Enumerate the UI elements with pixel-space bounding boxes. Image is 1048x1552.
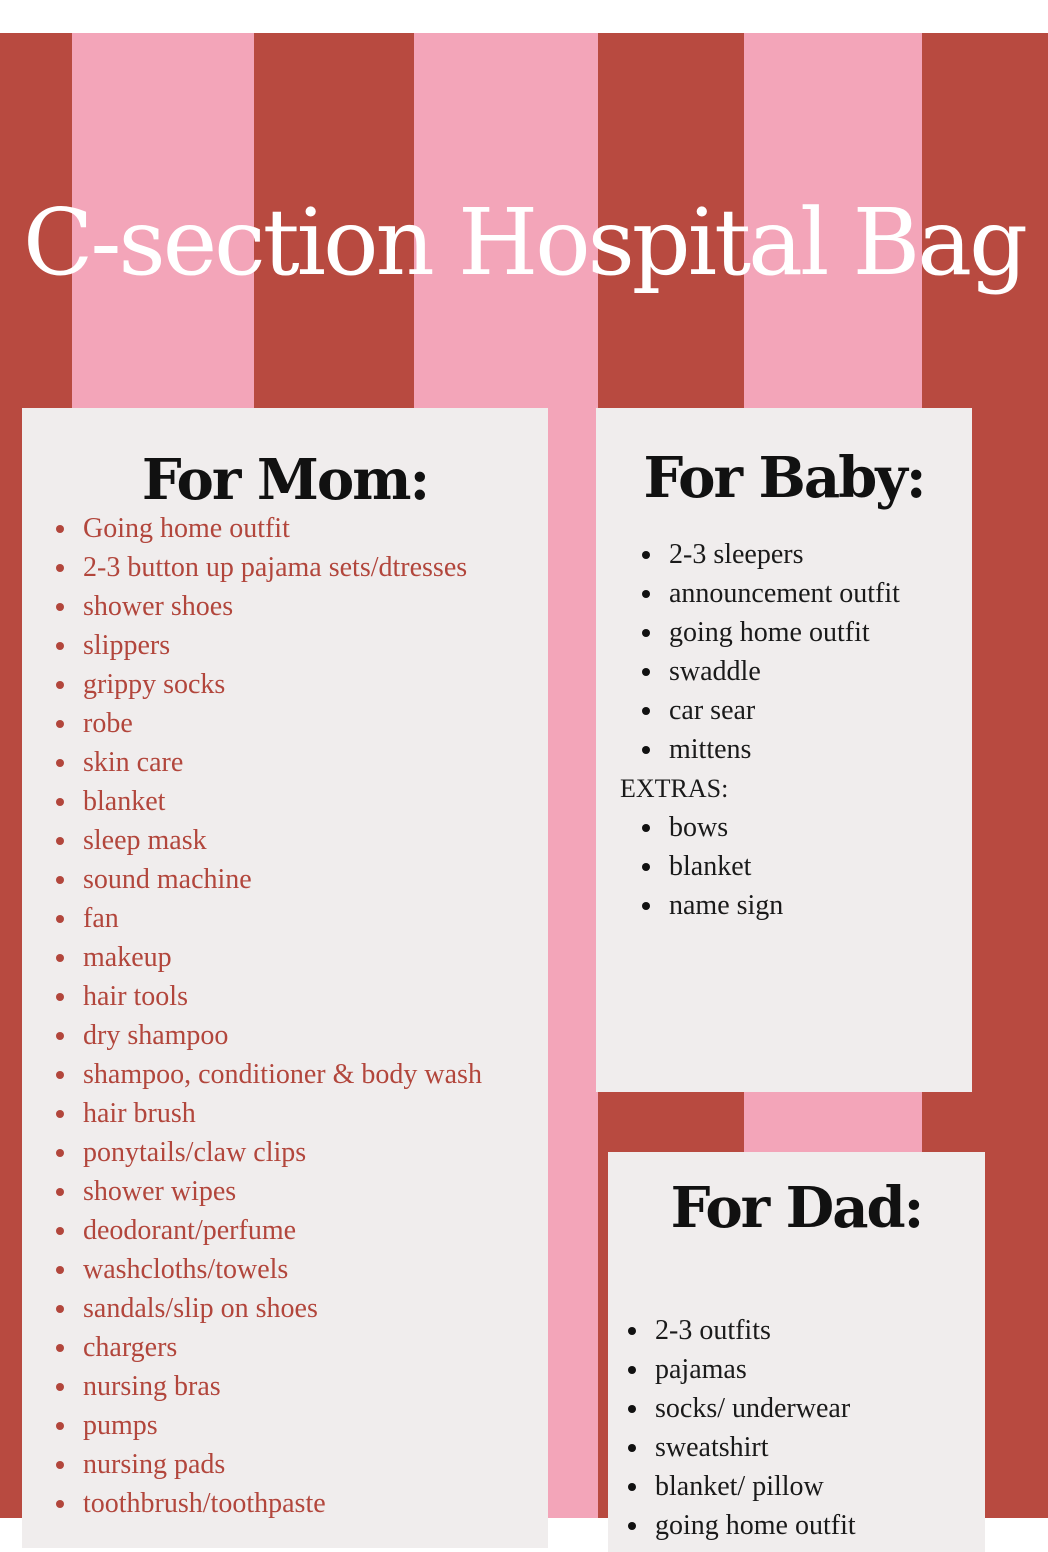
list-item-label: blanket	[83, 786, 166, 817]
list-item-label: shower shoes	[83, 591, 234, 622]
list-item-label: washcloths/towels	[83, 1254, 289, 1285]
bullet-icon	[56, 1227, 64, 1235]
list-item-label: shampoo, conditioner & body wash	[83, 1059, 482, 1090]
bullet-icon	[642, 629, 650, 637]
bullet-icon	[56, 1461, 64, 1469]
bullet-icon	[56, 564, 64, 572]
bullet-icon	[56, 525, 64, 533]
list-item-label: pajamas	[655, 1354, 747, 1385]
list-item-label: skin care	[83, 747, 184, 778]
list-item	[56, 1133, 536, 1172]
list-item	[628, 1311, 968, 1350]
list-item	[56, 1406, 536, 1445]
list-item	[642, 574, 982, 613]
list-item-label: dry shampoo	[83, 1020, 229, 1051]
list-item	[642, 535, 982, 574]
list-item	[56, 1172, 536, 1211]
list-item-label: nursing bras	[83, 1371, 221, 1402]
bullet-icon	[56, 681, 64, 689]
bullet-icon	[56, 759, 64, 767]
list-item-label: going home outfit	[655, 1510, 856, 1541]
list-item	[56, 1367, 536, 1406]
bullet-icon	[642, 824, 650, 832]
bullet-icon	[56, 954, 64, 962]
bullet-icon	[642, 551, 650, 559]
bullet-icon	[56, 720, 64, 728]
list-item-label: 2-3 outfits	[655, 1315, 771, 1346]
list-item	[56, 1250, 536, 1289]
list-item	[642, 691, 982, 730]
bullet-icon	[56, 642, 64, 650]
list-item-label: shower wipes	[83, 1176, 237, 1207]
list-item	[56, 977, 536, 1016]
list-item	[56, 1016, 536, 1055]
list-item-label: chargers	[83, 1332, 178, 1363]
list-item-label: blanket/ pillow	[655, 1471, 824, 1502]
list-item	[56, 548, 536, 587]
bullet-icon	[642, 668, 650, 676]
list-item-label: hair brush	[83, 1098, 196, 1129]
list-item-label: sandals/slip on shoes	[83, 1293, 318, 1324]
list-item-label: car sear	[669, 695, 756, 726]
bullet-icon	[628, 1522, 636, 1530]
list-item-label: 2-3 button up pajama sets/dtresses	[83, 552, 468, 583]
list-item	[642, 808, 982, 847]
list-item	[628, 1350, 968, 1389]
list-item	[642, 730, 982, 769]
list-item	[56, 1289, 536, 1328]
list-item-label: bows	[669, 812, 729, 843]
bullet-icon	[56, 603, 64, 611]
bullet-icon	[642, 746, 650, 754]
list-item-label: swaddle	[669, 656, 761, 687]
mom-item-list	[56, 509, 536, 1523]
list-item	[628, 1506, 968, 1545]
dad-checklist-card	[608, 1152, 985, 1552]
bullet-icon	[642, 590, 650, 598]
list-item-label: toothbrush/toothpaste	[83, 1488, 326, 1519]
list-item-label: nursing pads	[83, 1449, 226, 1480]
list-item-label: Going home outfit	[83, 513, 290, 544]
bullet-icon	[56, 1110, 64, 1118]
bullet-icon	[56, 1383, 64, 1391]
bullet-icon	[56, 1149, 64, 1157]
list-item	[56, 704, 536, 743]
dad-heading: For Dad:	[670, 1175, 923, 1241]
bullet-icon	[628, 1327, 636, 1335]
list-item-label: sound machine	[83, 864, 252, 895]
list-item	[56, 1094, 536, 1133]
list-item	[628, 1467, 968, 1506]
bullet-icon	[56, 1500, 64, 1508]
list-item-label: pumps	[83, 1410, 158, 1441]
list-item-label: robe	[83, 708, 133, 739]
list-item-label: 2-3 sleepers	[669, 539, 804, 570]
list-item	[642, 613, 982, 652]
list-item-label: deodorant/perfume	[83, 1215, 297, 1246]
mom-checklist-card	[22, 408, 548, 1548]
baby-heading: For Baby:	[643, 445, 925, 511]
list-item	[56, 509, 536, 548]
bullet-icon	[642, 902, 650, 910]
list-item	[56, 1211, 536, 1250]
bullet-icon	[56, 798, 64, 806]
bullet-icon	[628, 1366, 636, 1374]
list-item-label: going home outfit	[669, 617, 870, 648]
baby-extras-label: EXTRAS:	[620, 774, 729, 803]
poster-title: C-section Hospital Bag	[23, 188, 1025, 296]
list-item	[56, 1055, 536, 1094]
bullet-icon	[56, 1032, 64, 1040]
list-item	[642, 886, 982, 925]
bullet-icon	[56, 837, 64, 845]
list-item	[56, 860, 536, 899]
list-item-label: slippers	[83, 630, 171, 661]
list-item	[56, 1484, 536, 1523]
list-item-label: ponytails/claw clips	[83, 1137, 307, 1168]
list-item-label: socks/ underwear	[655, 1393, 851, 1424]
poster-background	[0, 33, 1048, 1541]
dad-item-list	[628, 1311, 968, 1545]
list-item	[56, 665, 536, 704]
list-item-label: name sign	[669, 890, 784, 921]
list-item	[56, 938, 536, 977]
bullet-icon	[642, 707, 650, 715]
mom-heading: For Mom:	[141, 447, 429, 513]
bullet-icon	[56, 1344, 64, 1352]
bullet-icon	[56, 1188, 64, 1196]
bullet-icon	[56, 993, 64, 1001]
list-item	[56, 743, 536, 782]
bullet-icon	[628, 1444, 636, 1452]
list-item	[642, 652, 982, 691]
bullet-icon	[642, 863, 650, 871]
list-item	[56, 626, 536, 665]
bullet-icon	[56, 876, 64, 884]
list-item-label: grippy socks	[83, 669, 226, 700]
list-item-label: announcement outfit	[669, 578, 900, 609]
list-item	[56, 899, 536, 938]
list-item-label: makeup	[83, 942, 172, 973]
bullet-icon	[628, 1405, 636, 1413]
list-item	[56, 821, 536, 860]
baby-checklist-card	[596, 408, 972, 1092]
bullet-icon	[56, 1071, 64, 1079]
list-item	[56, 1328, 536, 1367]
list-item	[628, 1389, 968, 1428]
bullet-icon	[56, 1266, 64, 1274]
bullet-icon	[56, 1305, 64, 1313]
baby-extras-list	[642, 808, 982, 925]
list-item	[56, 1445, 536, 1484]
list-item	[56, 782, 536, 821]
baby-item-list	[642, 535, 982, 769]
bullet-icon	[628, 1483, 636, 1491]
bullet-icon	[56, 1422, 64, 1430]
list-item-label: blanket	[669, 851, 752, 882]
list-item-label: fan	[83, 903, 119, 934]
list-item	[642, 847, 982, 886]
bullet-icon	[56, 915, 64, 923]
list-item	[56, 587, 536, 626]
list-item-label: sweatshirt	[655, 1432, 769, 1463]
list-item-label: hair tools	[83, 981, 188, 1012]
list-item-label: mittens	[669, 734, 752, 765]
list-item-label: sleep mask	[83, 825, 207, 856]
list-item	[628, 1428, 968, 1467]
